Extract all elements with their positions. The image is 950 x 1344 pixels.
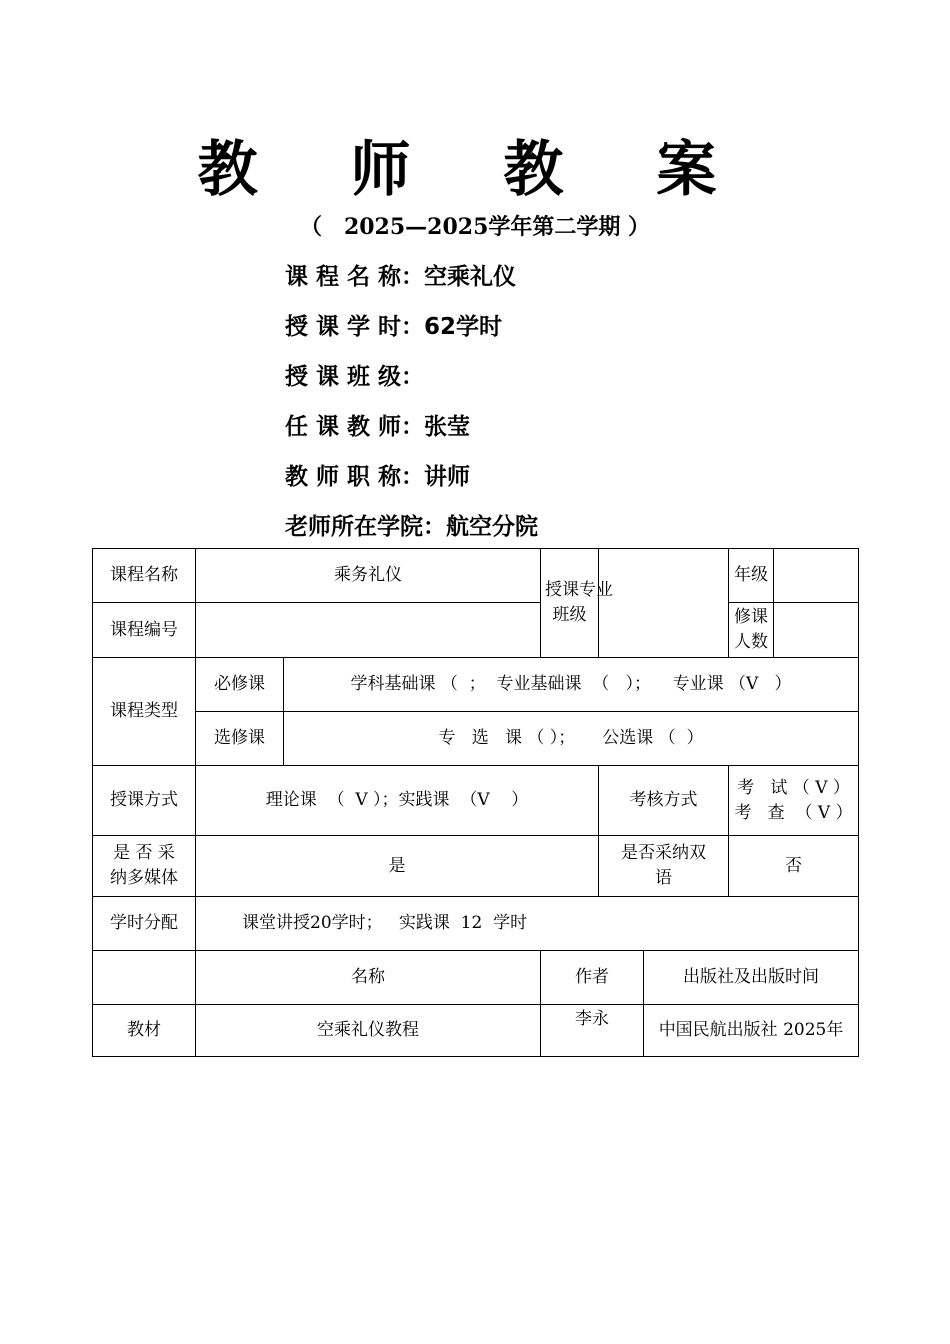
course-code-value	[196, 603, 541, 658]
enrollment-label: 修课 人数	[729, 603, 774, 658]
course-code-label: 课程编号	[93, 603, 196, 658]
assessment-label: 考核方式	[599, 766, 729, 836]
document-title: 教 师 教 案	[197, 135, 753, 205]
required-course-label: 必修课	[196, 658, 284, 712]
info-teacher-title: 教 师 职 称：讲师	[285, 464, 471, 490]
course-name-value: 乘务礼仪	[196, 549, 541, 603]
major-class-label: 授课专业 班级	[541, 549, 599, 658]
bilingual-label: 是否采纳双 语	[599, 836, 729, 897]
semester-line: （ 2025—2025学年第二学期 ）	[299, 214, 651, 240]
hours-label: 学时分配	[93, 897, 196, 951]
textbook-header-publisher: 出版社及出版时间	[644, 951, 859, 1005]
required-course-options: 学科基础课 （ ； 专业基础课 （ ）； 专业课 （V ）	[284, 658, 859, 712]
teaching-mode-label: 授课方式	[93, 766, 196, 836]
course-info-table	[92, 548, 859, 1057]
textbook-publisher: 中国民航出版社 2025年	[644, 1005, 859, 1057]
assessment-value: 考 试 （ V ） 考 查 （ V ）	[729, 766, 859, 836]
multimedia-value: 是	[196, 836, 599, 897]
course-name-label: 课程名称	[93, 549, 196, 603]
info-course-name: 课 程 名 称：空乘礼仪	[285, 264, 517, 290]
course-type-label: 课程类型	[93, 658, 196, 766]
textbook-name: 空乘礼仪教程	[196, 1005, 541, 1057]
textbook-label: 教材	[93, 1005, 196, 1057]
textbook-author: 李永	[541, 1005, 644, 1057]
elective-course-label: 选修课	[196, 712, 284, 766]
teaching-mode-value: 理论课 （ V ）；实践课 （V ）	[196, 766, 599, 836]
enrollment-value	[774, 603, 859, 658]
major-class-value	[599, 549, 729, 658]
elective-course-options: 专 选 课 （ ）； 公选课 （ ）	[284, 712, 859, 766]
info-class: 授 课 班 级：	[285, 364, 425, 390]
textbook-header-name: 名称	[196, 951, 541, 1005]
info-teaching-hours: 授 课 学 时：62学时	[285, 314, 503, 340]
grade-label: 年级	[729, 549, 774, 603]
bilingual-value: 否	[729, 836, 859, 897]
hours-value: 课堂讲授20学时； 实践课 12 学时	[196, 897, 859, 951]
textbook-header-author: 作者	[541, 951, 644, 1005]
info-college: 老师所在学院：航空分院	[285, 514, 538, 540]
info-teacher: 任 课 教 师：张莹	[285, 414, 471, 440]
grade-value	[774, 549, 859, 603]
textbook-header-empty	[93, 951, 196, 1005]
multimedia-label: 是 否 采 纳多媒体	[93, 836, 196, 897]
